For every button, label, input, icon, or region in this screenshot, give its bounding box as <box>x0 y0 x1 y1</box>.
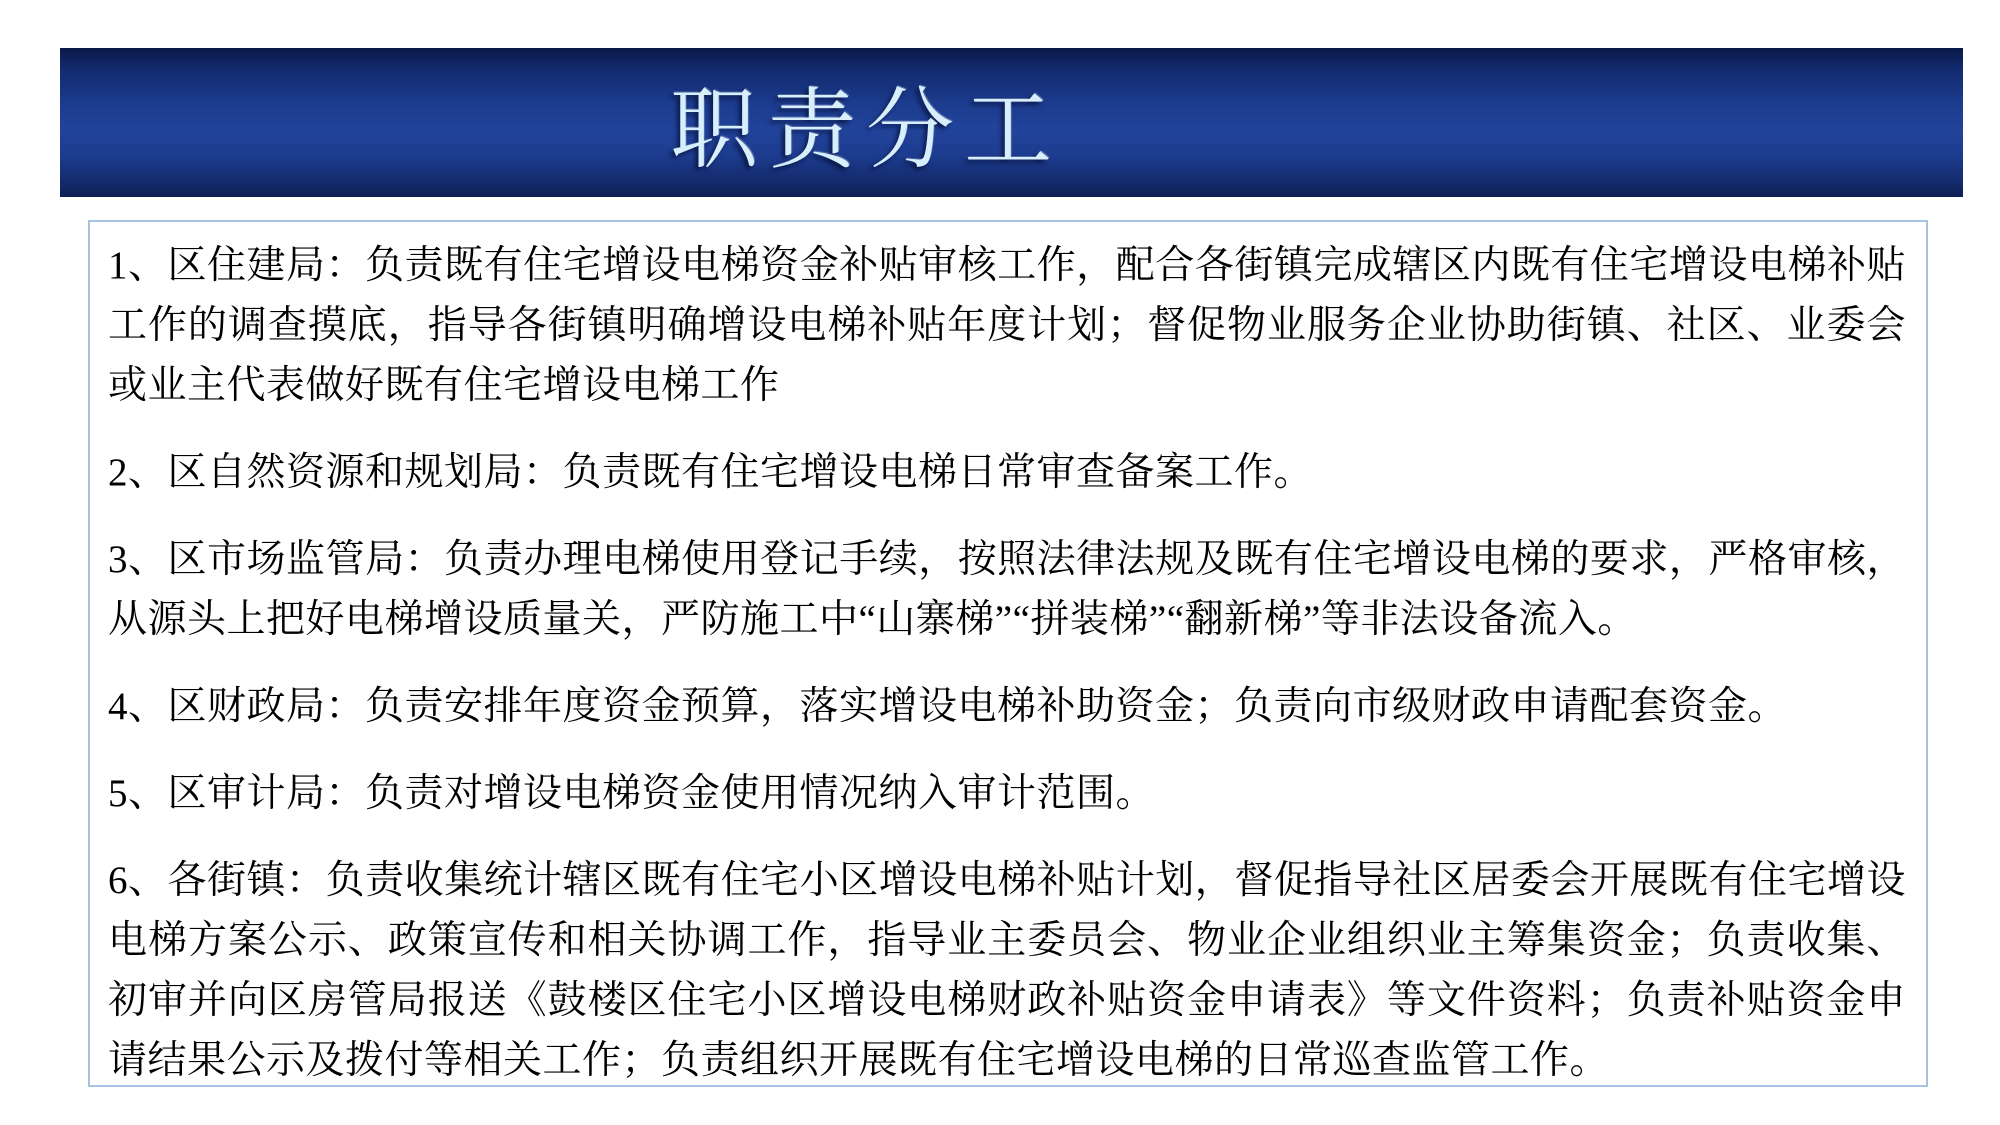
responsibility-item-4: 4、区财政局：负责安排年度资金预算，落实增设电梯补助资金；负责向市级财政申请配套资金。 <box>108 685 1788 728</box>
responsibility-item-3: 3、区市场监管局：负责办理电梯使用登记手续，按照法律法规及既有住宅增设电梯的要求，严格审核，从源头上把好电梯增设质量关，严防施工中“山寨梯”“拼装梯”“翻新梯”等非法设备流入。 <box>108 538 1906 641</box>
responsibility-item-2: 2、区自然资源和规划局：负责既有住宅增设电梯日常审查备案工作。 <box>108 451 1314 494</box>
content-box <box>88 220 1928 1087</box>
slide-title: 职责分工 <box>669 82 1063 180</box>
slide-title-banner <box>60 48 1963 197</box>
responsibility-item-6: 6、各街镇：负责收集统计辖区既有住宅小区增设电梯补贴计划，督促指导社区居委会开展既有住宅增设电梯方案公示、政策宣传和相关协调工作，指导业主委员会、物业企业组织业主筹集资金；负责收集、初审并向区房管局报送《鼓楼区住宅小区增设电梯财政补贴资金申请表》等文件资料；负责补贴资金申请结果公示及拨付等相关工作；负责组织开展既有住宅增设电梯的日常巡查监管工作。 <box>108 859 1906 1082</box>
responsibility-item-1: 1、区住建局：负责既有住宅增设电梯资金补贴审核工作，配合各街镇完成辖区内既有住宅增设电梯补贴工作的调查摸底，指导各街镇明确增设电梯补贴年度计划；督促物业服务企业协助街镇、社区、业委会或业主代表做好既有住宅增设电梯工作 <box>108 244 1906 407</box>
responsibility-item-5: 5、区审计局：负责对增设电梯资金使用情况纳入审计范围。 <box>108 772 1156 815</box>
